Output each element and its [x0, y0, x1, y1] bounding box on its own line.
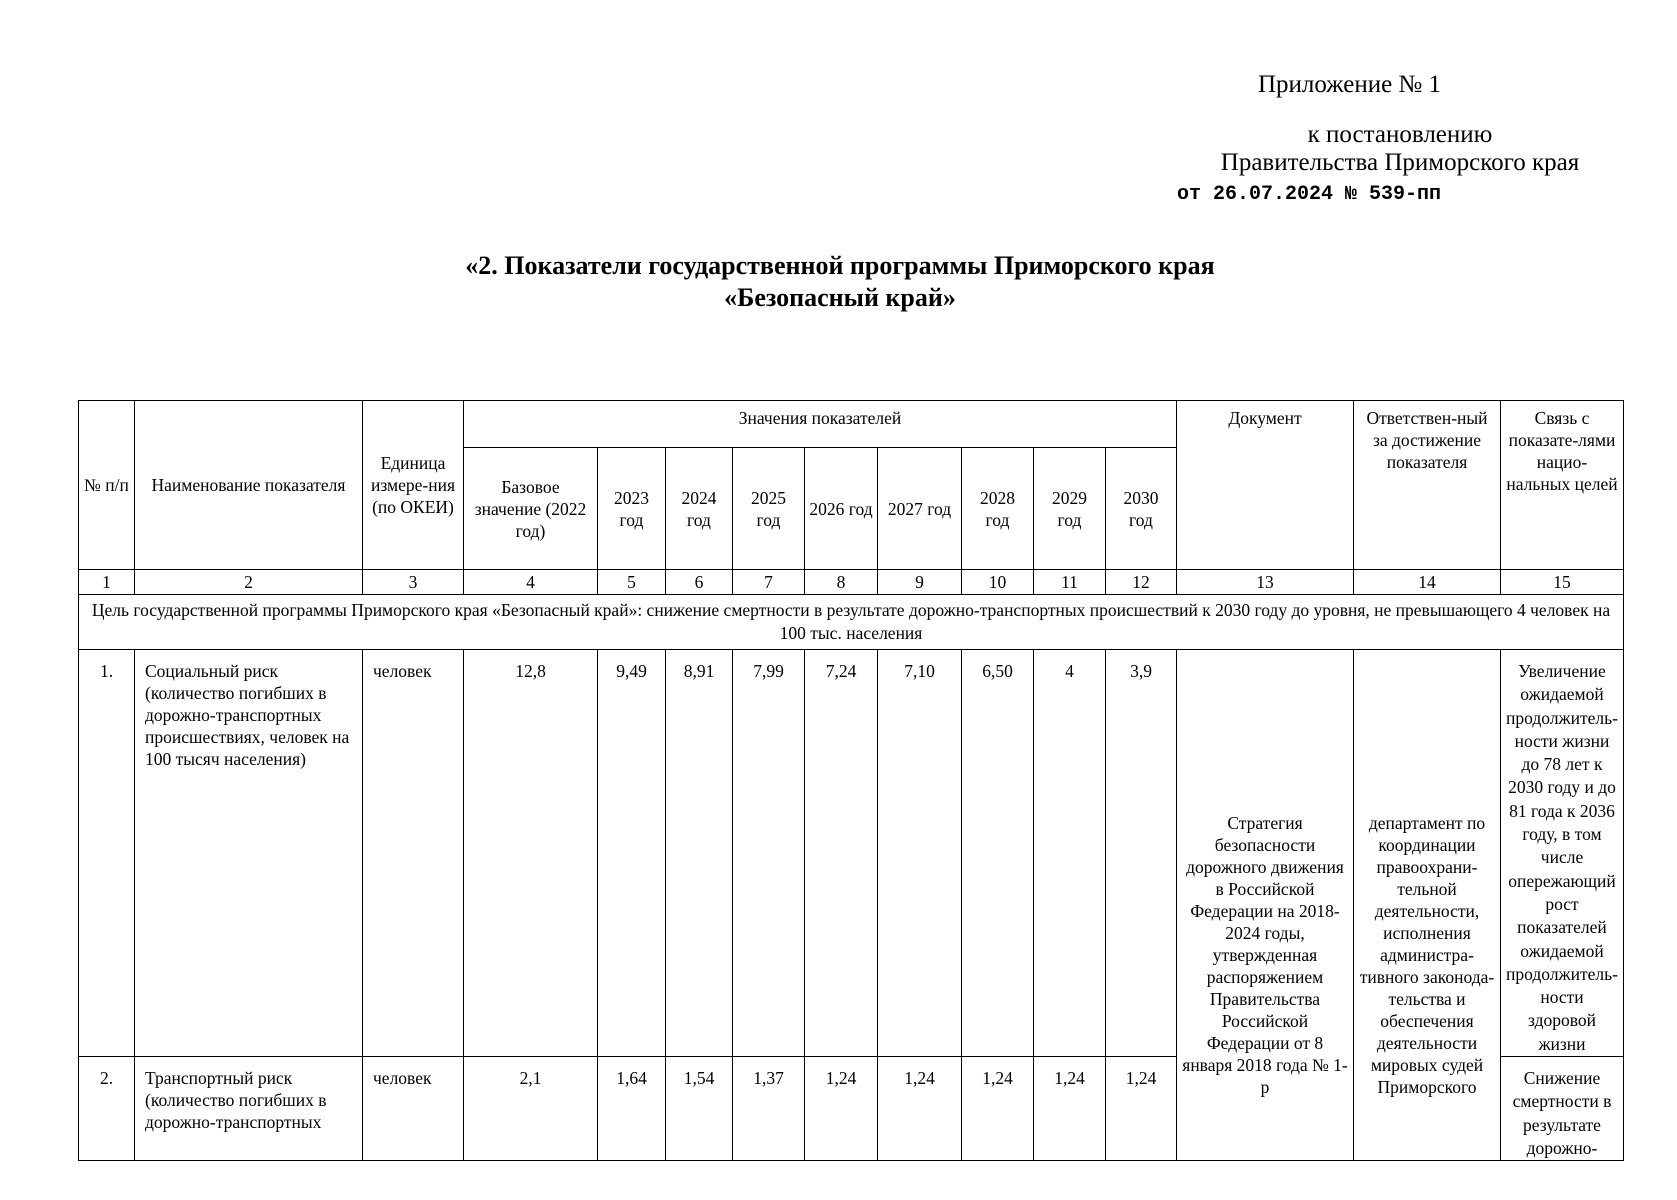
col-header-responsible: Ответствен-ный за достижение показателя: [1354, 401, 1501, 570]
col-number: 13: [1177, 570, 1354, 595]
title-line-1: «2. Показатели государственной программы Приморского края: [465, 251, 1215, 280]
col-header-2023: 2023 год: [598, 448, 666, 570]
col-number: 11: [1034, 570, 1106, 595]
col-number: 3: [363, 570, 464, 595]
value-2023: 9,49: [598, 650, 666, 1057]
col-header-2027: 2027 год: [878, 448, 962, 570]
value-2026: 1,24: [805, 1057, 878, 1161]
col-number: 4: [464, 570, 598, 595]
col-header-2030: 2030 год: [1106, 448, 1177, 570]
col-number: 10: [962, 570, 1034, 595]
value-base: 2,1: [464, 1057, 598, 1161]
value-2027: 1,24: [878, 1057, 962, 1161]
col-header-link: Связь с показате-лями нацио-нальных целей: [1501, 401, 1624, 570]
table-row: [79, 650, 1624, 1057]
title-line-2: «Безопасный край»: [724, 283, 956, 312]
value-base: 12,8: [464, 650, 598, 1057]
value-2027: 7,10: [878, 650, 962, 1057]
appendix-date-number: от 26.07.2024 № 539-пп: [1177, 183, 1442, 206]
col-header-2025: 2025 год: [733, 448, 805, 570]
col-header-document: Документ: [1177, 401, 1354, 570]
document-title: [380, 250, 1300, 314]
value-2028: 1,24: [962, 1057, 1034, 1161]
col-header-2026: 2026 год: [805, 448, 878, 570]
indicator-name: Социальный риск (количество погибших в дорожно-транспортных происшествиях, человек на 100 тысяч населения): [135, 650, 363, 1057]
value-2028: 6,50: [962, 650, 1034, 1057]
col-number: 1: [79, 570, 135, 595]
responsible-cell: департамент по координации правоохрани-тельной деятельности, исполнения администра-тивного законода-тельства и обеспечения деятельности мировых судей Приморского: [1354, 650, 1501, 1161]
indicators-table: [78, 400, 1624, 1161]
col-header-2024: 2024 год: [666, 448, 733, 570]
col-header-2029: 2029 год: [1034, 448, 1106, 570]
col-number: 14: [1354, 570, 1501, 595]
col-header-values-group: Значения показателей: [464, 401, 1177, 448]
value-2029: 4: [1034, 650, 1106, 1057]
program-goal: Цель государственной программы Приморского края «Безопасный край»: снижение смертности в результате дорожно-транспортных происшествий к 2030 году до уровня, не превышающего 4 человек на 100 тыс. населения: [79, 595, 1624, 650]
value-2024: 1,54: [666, 1057, 733, 1161]
national-goal-link: Снижение смертности в результате дорожно-: [1501, 1057, 1624, 1161]
value-2025: 1,37: [733, 1057, 805, 1161]
goal-row: [79, 595, 1624, 650]
row-num: 2.: [79, 1057, 135, 1161]
col-number: 9: [878, 570, 962, 595]
value-2030: 1,24: [1106, 1057, 1177, 1161]
value-2030: 3,9: [1106, 650, 1177, 1057]
col-number: 5: [598, 570, 666, 595]
value-2026: 7,24: [805, 650, 878, 1057]
appendix-to-resolution: к постановлению: [1307, 121, 1493, 148]
col-header-num: № п/п: [79, 401, 135, 570]
col-number: 8: [805, 570, 878, 595]
col-header-2028: 2028 год: [962, 448, 1034, 570]
col-number: 7: [733, 570, 805, 595]
column-number-row: [79, 570, 1624, 595]
appendix-number: Приложение № 1: [1258, 71, 1442, 98]
indicator-name: Транспортный риск (количество погибших в дорожно-транспортных: [135, 1057, 363, 1161]
national-goal-link: Увеличение ожидаемой продолжитель-ности жизни до 78 лет к 2030 году и до 81 года к 2036 году, в том числе опережающий рост показателей ожидаемой продолжитель-ности здоровой жизни: [1501, 650, 1624, 1057]
col-number: 12: [1106, 570, 1177, 595]
value-2025: 7,99: [733, 650, 805, 1057]
col-header-name: Наименование показателя: [135, 401, 363, 570]
value-2029: 1,24: [1034, 1057, 1106, 1161]
value-2023: 1,64: [598, 1057, 666, 1161]
value-2024: 8,91: [666, 650, 733, 1057]
col-header-base: Базовое значение (2022 год): [464, 448, 598, 570]
document-cell: Стратегия безопасности дорожного движения в Российской Федерации на 2018-2024 годы, утвержденная распоряжением Правительства Российской Федерации от 8 января 2018 года № 1-р: [1177, 650, 1354, 1161]
col-number: 2: [135, 570, 363, 595]
col-number: 6: [666, 570, 733, 595]
col-header-unit: Единица измере-ния (по ОКЕИ): [363, 401, 464, 570]
col-number: 15: [1501, 570, 1624, 595]
indicator-unit: человек: [363, 1057, 464, 1161]
row-num: 1.: [79, 650, 135, 1057]
appendix-government: Правительства Приморского края: [1220, 149, 1580, 176]
indicator-unit: человек: [363, 650, 464, 1057]
